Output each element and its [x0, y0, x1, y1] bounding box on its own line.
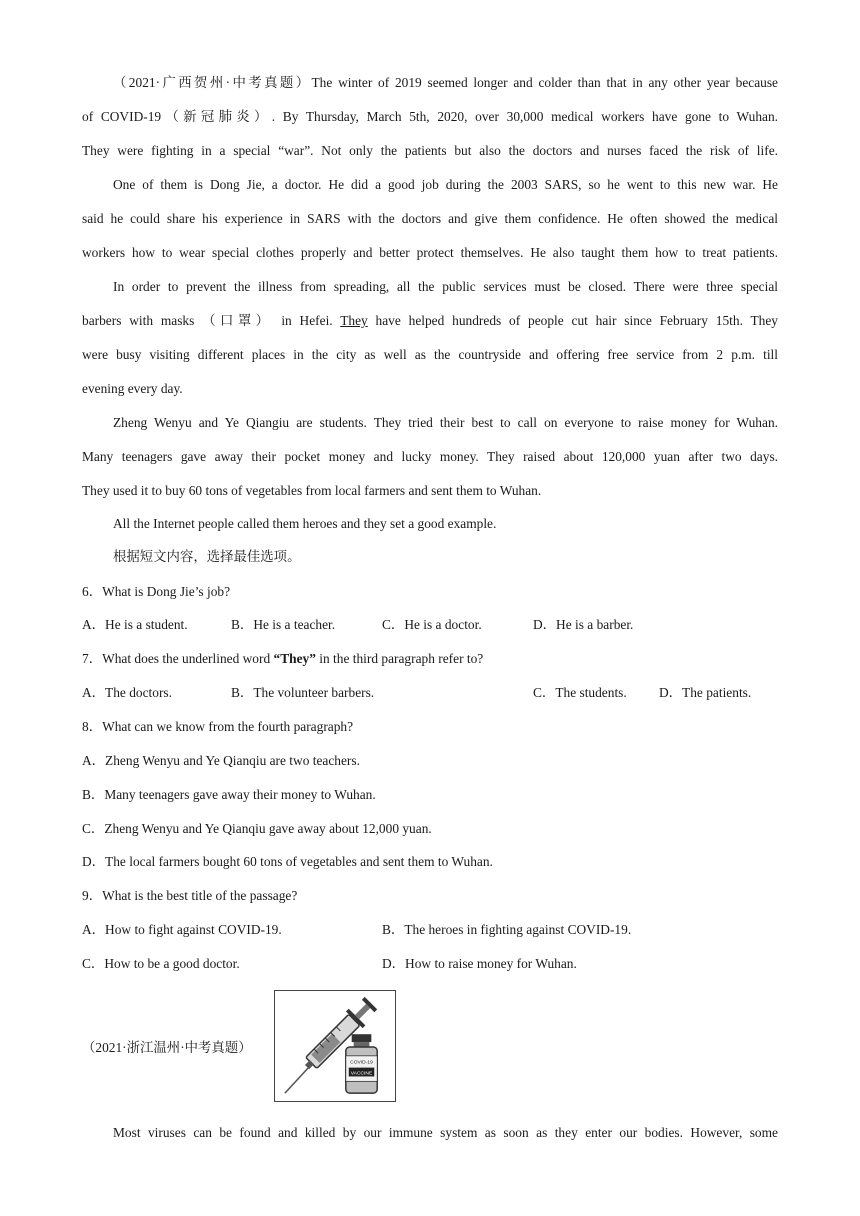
stem-text: 7．What does the underlined word — [82, 651, 274, 666]
option-d: D．How to raise money for Wuhan. — [382, 956, 577, 971]
passage-line: said he could share his experience in SARS with the doctors and give them confidence. He often showed the medical — [82, 211, 778, 226]
option-c: C．Zheng Wenyu and Ye Qianqiu gave away about 12,000 yuan. — [82, 821, 432, 836]
passage-text: barbers with masks （口罩） in Hefei. — [82, 313, 333, 328]
stem-keyword: “They” — [273, 651, 316, 666]
question-stem: 9．What is the best title of the passage? — [82, 888, 298, 903]
vial-label: COVID-19 — [350, 1060, 373, 1066]
passage-line: evening every day. — [82, 381, 183, 396]
passage-line: Zheng Wenyu and Ye Qiangiu are students. They tried their best to call on everyone to raise money for Wuhan. — [113, 415, 778, 430]
passage-line: workers how to wear special clothes properly and better protect themselves. He also taught them how to treat patients. — [82, 245, 778, 260]
passage-line: All the Internet people called them heroes and they set a good example. — [113, 516, 497, 531]
option-d: D．The local farmers bought 60 tons of vegetables and sent them to Wuhan. — [82, 854, 493, 869]
option-c: C．He is a doctor. — [382, 617, 482, 632]
option-b: B．He is a teacher. — [231, 617, 336, 632]
question-stem — [82, 650, 483, 668]
option-d: D．He is a barber. — [533, 617, 634, 632]
option-b: B．Many teenagers gave away their money to Wuhan. — [82, 787, 376, 802]
source-tag: （2021·广西贺州·中考真题） — [113, 75, 312, 90]
source-tag: （2021·浙江温州·中考真题） — [82, 1040, 252, 1055]
option-c: C．How to be a good doctor. — [82, 956, 240, 971]
passage-line: They used it to buy 60 tons of vegetables from local farmers and sent them to Wuhan. — [82, 483, 542, 498]
passage-line: One of them is Dong Jie, a doctor. He did a good job during the 2003 SARS, so he went to this new war. He — [113, 177, 778, 192]
vial-sublabel: VACCINE — [350, 1071, 373, 1077]
option-b: B．The volunteer barbers. — [231, 685, 375, 700]
option-c: C．The students. — [533, 685, 627, 700]
passage-line — [113, 74, 778, 92]
underlined-word: They — [340, 313, 368, 328]
passage-line: Most viruses can be found and killed by our immune system as soon as they enter our bodies. However, some — [113, 1125, 778, 1140]
passage-line: were busy visiting different places in the city as well as the countryside and offering free service from 2 p.m. till — [82, 347, 778, 362]
passage-line: of COVID-19（新冠肺炎）. By Thursday, March 5th, 2020, over 30,000 medical workers have gone to Wuhan. — [82, 109, 778, 124]
passage-line: They were fighting in a special “war”. Not only the patients but also the doctors and nurses faced the risk of life. — [82, 143, 778, 158]
passage-line: Many teenagers gave away their pocket money and lucky money. They raised about 120,000 yuan after two days. — [82, 449, 778, 464]
option-d: D．The patients. — [659, 685, 752, 700]
option-a: A．He is a student. — [82, 617, 188, 632]
option-a: A．The doctors. — [82, 685, 172, 700]
option-a: A．How to fight against COVID-19. — [82, 922, 282, 937]
passage-line — [82, 312, 778, 330]
passage-text: The winter of 2019 seemed longer and colder than that in any other year because — [311, 75, 779, 90]
stem-text: in the third paragraph refer to? — [315, 651, 484, 666]
question-stem: 6．What is Dong Jie’s job? — [82, 584, 231, 599]
instruction: 根据短文内容，选择最佳选项。 — [113, 549, 301, 564]
syringe-vaccine-icon — [274, 990, 396, 1102]
passage-line: In order to prevent the illness from spreading, all the public services must be closed. There were three special — [113, 279, 778, 294]
passage-text: have helped hundreds of people cut hair since February 15th. They — [375, 313, 778, 328]
question-stem: 8．What can we know from the fourth paragraph? — [82, 719, 354, 734]
option-b: B．The heroes in fighting against COVID-19. — [382, 922, 632, 937]
option-a: A．Zheng Wenyu and Ye Qianqiu are two teachers. — [82, 753, 360, 768]
